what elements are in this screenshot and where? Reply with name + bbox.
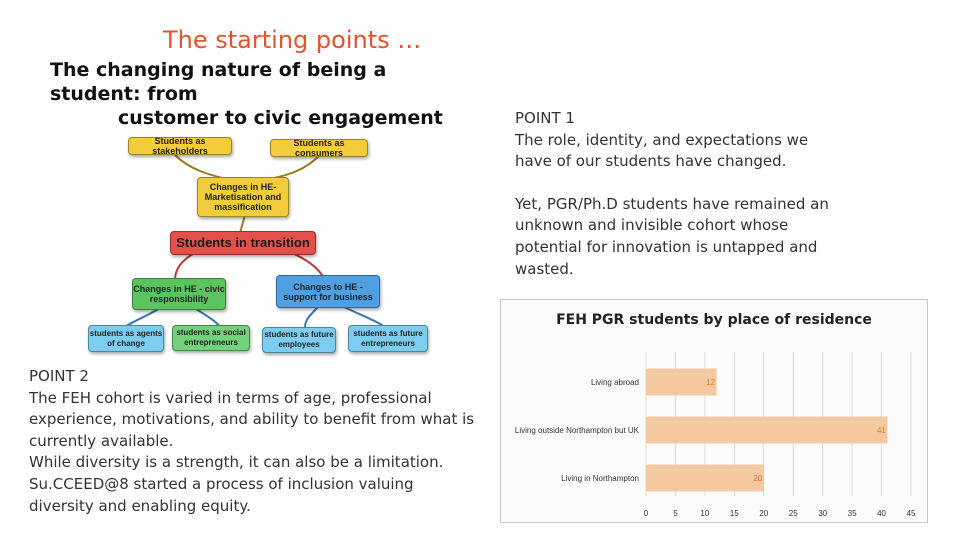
- point-2-heading: POINT 2: [29, 367, 89, 385]
- concept-diagram: [80, 125, 440, 360]
- x-tick-label: 15: [729, 509, 739, 518]
- residence-bar-chart: [500, 299, 928, 523]
- subtitle-line-1: The changing nature of being a student: from: [50, 59, 387, 105]
- x-tick-label: 25: [788, 509, 798, 518]
- point-2-paragraph-2: While diversity is a strength, it can also be a limitation.: [29, 453, 444, 472]
- slide-title: The starting points …: [163, 26, 422, 54]
- point-1-paragraph-1: The role, identity, and expectations we have of our students have changed.: [515, 130, 809, 171]
- x-tick-label: 30: [818, 509, 828, 518]
- category-label: Living outside Northampton but UK: [514, 426, 639, 435]
- chart-plot-area: [501, 300, 927, 522]
- data-label: 41: [876, 426, 886, 435]
- node-students-consumers: Students as consumers: [270, 139, 368, 157]
- node-changes-civic: Changes in HE - civic responsibility: [132, 278, 226, 310]
- node-changes-business: Changes to HE - support for business: [276, 275, 380, 308]
- x-tick-label: 40: [877, 509, 887, 518]
- subtitle-line-2: customer to civic engagement: [118, 107, 443, 129]
- category-label: Living in Northampton: [561, 474, 639, 483]
- node-changes-marketisation: Changes in HE- Marketisation and massification: [197, 177, 289, 217]
- node-students-in-transition: Students in transition: [170, 231, 316, 255]
- point-2-paragraph-3: Su.CCEED@8 started a process of inclusion valuing diversity and enabling equity.: [29, 474, 414, 515]
- bar: [646, 465, 764, 492]
- chart-title: FEH PGR students by place of residence: [556, 312, 872, 328]
- x-tick-label: 20: [759, 509, 769, 518]
- node-students-stakeholders: Students as stakeholders: [128, 137, 232, 155]
- point-1-paragraph-2: Yet, PGR/Ph.D students have remained an unknown and invisible cohort whose potential for innovation is untapped and wasted.: [515, 194, 829, 278]
- point-1-heading: POINT 1: [515, 109, 575, 127]
- data-label: 20: [753, 474, 763, 483]
- x-tick-label: 10: [700, 509, 710, 518]
- node-social-entrepreneurs: students as social entrepreneurs: [172, 325, 250, 351]
- x-tick-label: 0: [643, 509, 649, 518]
- node-agents-of-change: students as agents of change: [88, 325, 164, 352]
- x-tick-label: 45: [906, 509, 916, 518]
- x-tick-label: 5: [673, 509, 678, 518]
- bar: [646, 417, 887, 444]
- point-2-text: [29, 366, 479, 517]
- data-label: 12: [706, 378, 716, 387]
- node-future-entrepreneurs: students as future entrepreneurs: [348, 325, 428, 352]
- point-2-paragraph-1: The FEH cohort is varied in terms of age, professional experience, motivations, and ability to benefit from what is currently available.: [29, 388, 475, 450]
- slide-subtitle: [50, 58, 470, 130]
- node-future-employees: students as future employees: [262, 327, 336, 353]
- x-tick-label: 35: [847, 509, 857, 518]
- point-1-text: [515, 108, 835, 280]
- category-label: Living abroad: [590, 378, 639, 387]
